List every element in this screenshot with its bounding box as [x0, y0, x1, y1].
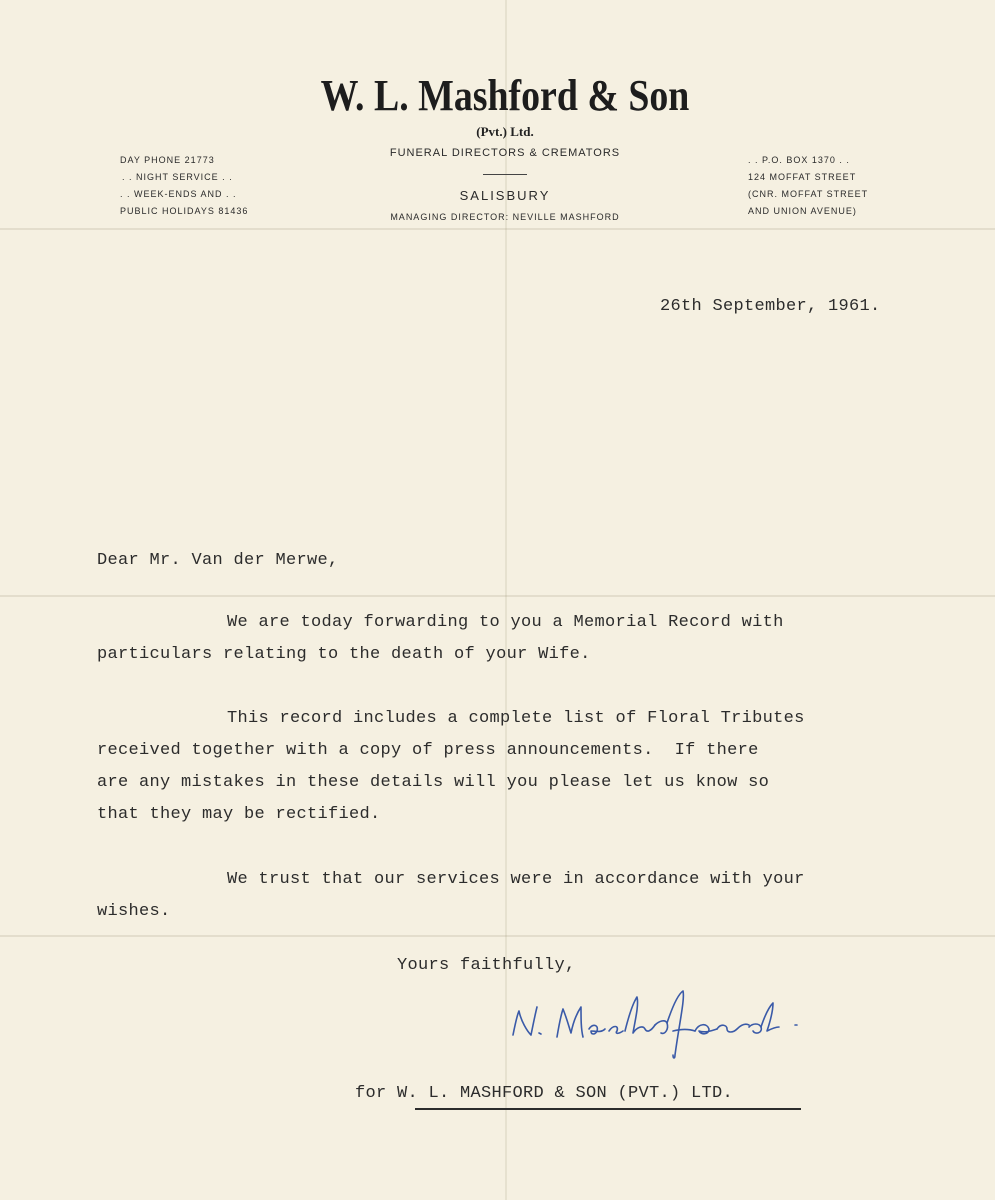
business-description: FUNERAL DIRECTORS & CREMATORS [389, 147, 621, 159]
phone-line: . . NIGHT SERVICE . . [122, 172, 233, 182]
paragraph-line: This record includes a complete list of Floral Tributes [227, 709, 805, 728]
paragraph-line: We trust that our services were in accordance with your [227, 870, 805, 889]
closing: Yours faithfully, [397, 956, 576, 975]
address-details [748, 152, 868, 220]
paragraph-line: We are today forwarding to you a Memorial Record with [227, 613, 784, 632]
phone-line: PUBLIC HOLIDAYS 81436 [120, 206, 249, 216]
paragraph-line: are any mistakes in these details will you please let us know so [97, 773, 770, 792]
paragraph-line: that they may be rectified. [97, 805, 381, 824]
phone-line: . . WEEK-ENDS AND . . [120, 189, 237, 199]
signed-for: for W. L. MASHFORD & SON (PVT.) LTD. [355, 1084, 734, 1103]
fold-crease [0, 595, 995, 597]
fold-crease [0, 935, 995, 937]
company-suffix: (Pvt.) Ltd. [476, 124, 534, 139]
paragraph-line: wishes. [97, 902, 171, 921]
paragraph-line: received together with a copy of press announcements. If there [97, 741, 759, 760]
address-line: (CNR. MOFFAT STREET [748, 189, 869, 199]
address-line: . . P.O. BOX 1370 . . [748, 155, 850, 165]
signature-text [0, 0, 1, 1]
salutation: Dear Mr. Van der Merwe, [97, 551, 339, 570]
handwritten-signature [505, 985, 805, 1065]
phone-details [120, 152, 248, 220]
address-line: 124 MOFFAT STREET [748, 172, 857, 182]
letterhead-divider [483, 174, 527, 175]
city-name: SALISBURY [459, 188, 551, 203]
fold-crease [0, 228, 995, 230]
address-line: AND UNION AVENUE) [748, 206, 857, 216]
phone-line: DAY PHONE 21773 [120, 155, 215, 165]
signature-underline [415, 1108, 801, 1110]
company-name: W. L. Mashford & Son [320, 71, 690, 120]
letter-date: 26th September, 1961. [660, 297, 881, 316]
managing-director: MANAGING DIRECTOR: NEVILLE MASHFORD [390, 212, 620, 222]
paragraph-line: particulars relating to the death of your Wife. [97, 645, 591, 664]
